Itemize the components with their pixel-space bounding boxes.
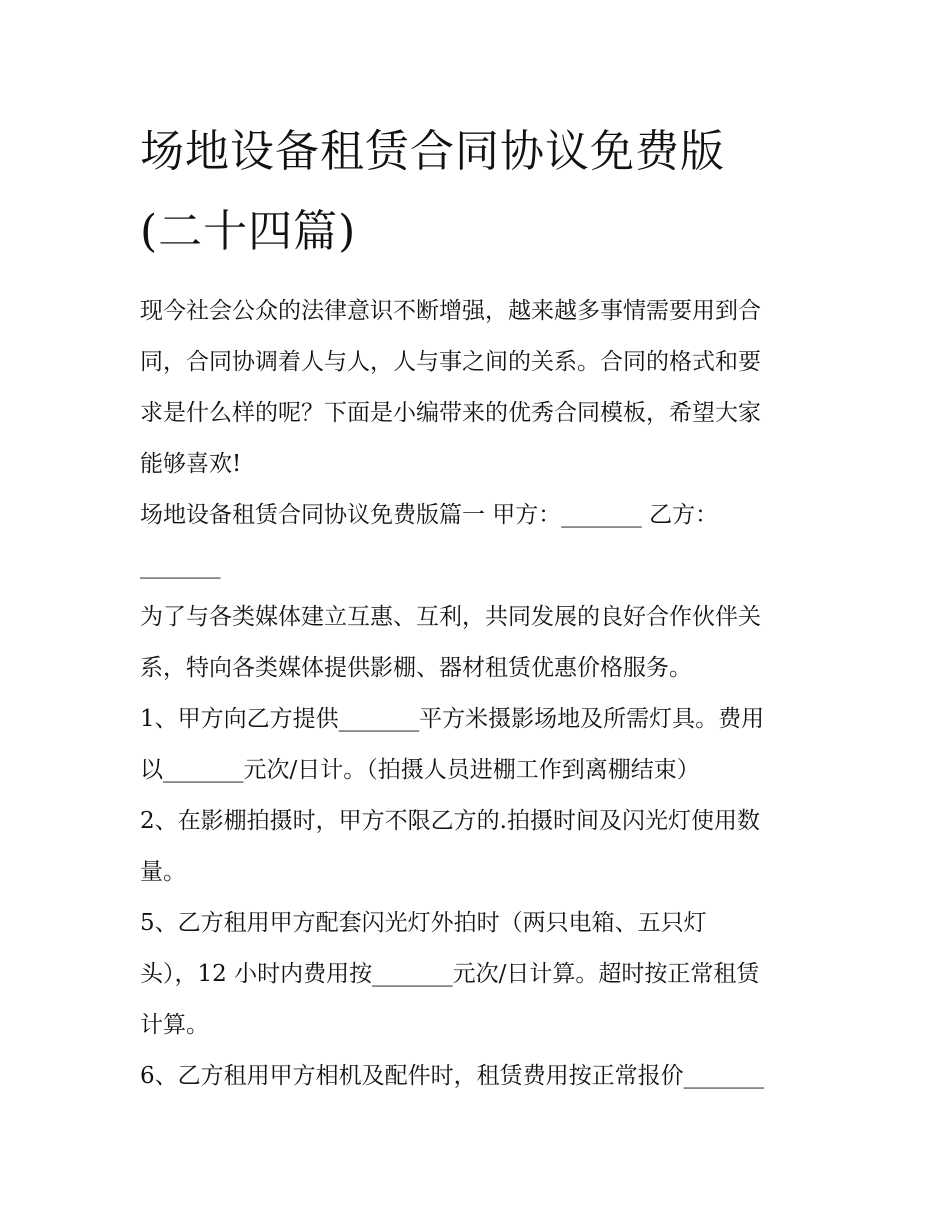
clause-line: 6、乙方租用甲方相机及配件时，租赁费用按正常报价_______ [140, 1063, 765, 1089]
clause-5 [140, 898, 812, 1051]
purpose-line: 系，特向各类媒体提供影棚、器材租赁优惠价格服务。 [140, 655, 692, 681]
intro-line: 能够喜欢! [140, 451, 242, 477]
clause-line: 以_______元次/日计。（拍摄人员进棚工作到离棚结束） [140, 757, 700, 783]
clause-line: 1、甲方向乙方提供_______平方米摄影场地及所需灯具。费用 [140, 706, 765, 732]
clause-2 [140, 796, 812, 898]
intro-line: 同，合同协调着人与人，人与事之间的关系。合同的格式和要 [140, 349, 761, 375]
purpose-line: 为了与各类媒体建立互惠、互利，共同发展的良好合作伙伴关 [140, 604, 761, 630]
intro-paragraph [140, 286, 812, 490]
parties-paragraph [140, 490, 812, 592]
intro-line: 现今社会公众的法律意识不断增强，越来越多事情需要用到合 [140, 298, 761, 324]
document-title [140, 112, 812, 272]
clause-line: 计算。 [140, 1012, 209, 1038]
title-line-2: (二十四篇) [140, 206, 357, 257]
parties-line: _______ [140, 553, 221, 579]
clause-1 [140, 694, 812, 796]
clause-line: 2、在影棚拍摄时，甲方不限乙方的.拍摄时间及闪光灯使用数 [140, 808, 760, 834]
parties-line: 场地设备租赁合同协议免费版篇一 甲方：_______ 乙方： [140, 502, 719, 528]
intro-line: 求是什么样的呢？下面是小编带来的优秀合同模板，希望大家 [140, 400, 761, 426]
document-body [140, 112, 812, 1102]
title-line-1: 场地设备租赁合同协议免费版 [140, 126, 725, 177]
clause-line: 头），12 小时内费用按_______元次/日计算。超时按正常租赁 [140, 961, 760, 987]
clause-6 [140, 1051, 812, 1102]
clause-line: 5、乙方租用甲方配套闪光灯外拍时（两只电箱、五只灯 [140, 910, 707, 936]
clause-line: 量。 [140, 859, 186, 885]
purpose-paragraph [140, 592, 812, 694]
